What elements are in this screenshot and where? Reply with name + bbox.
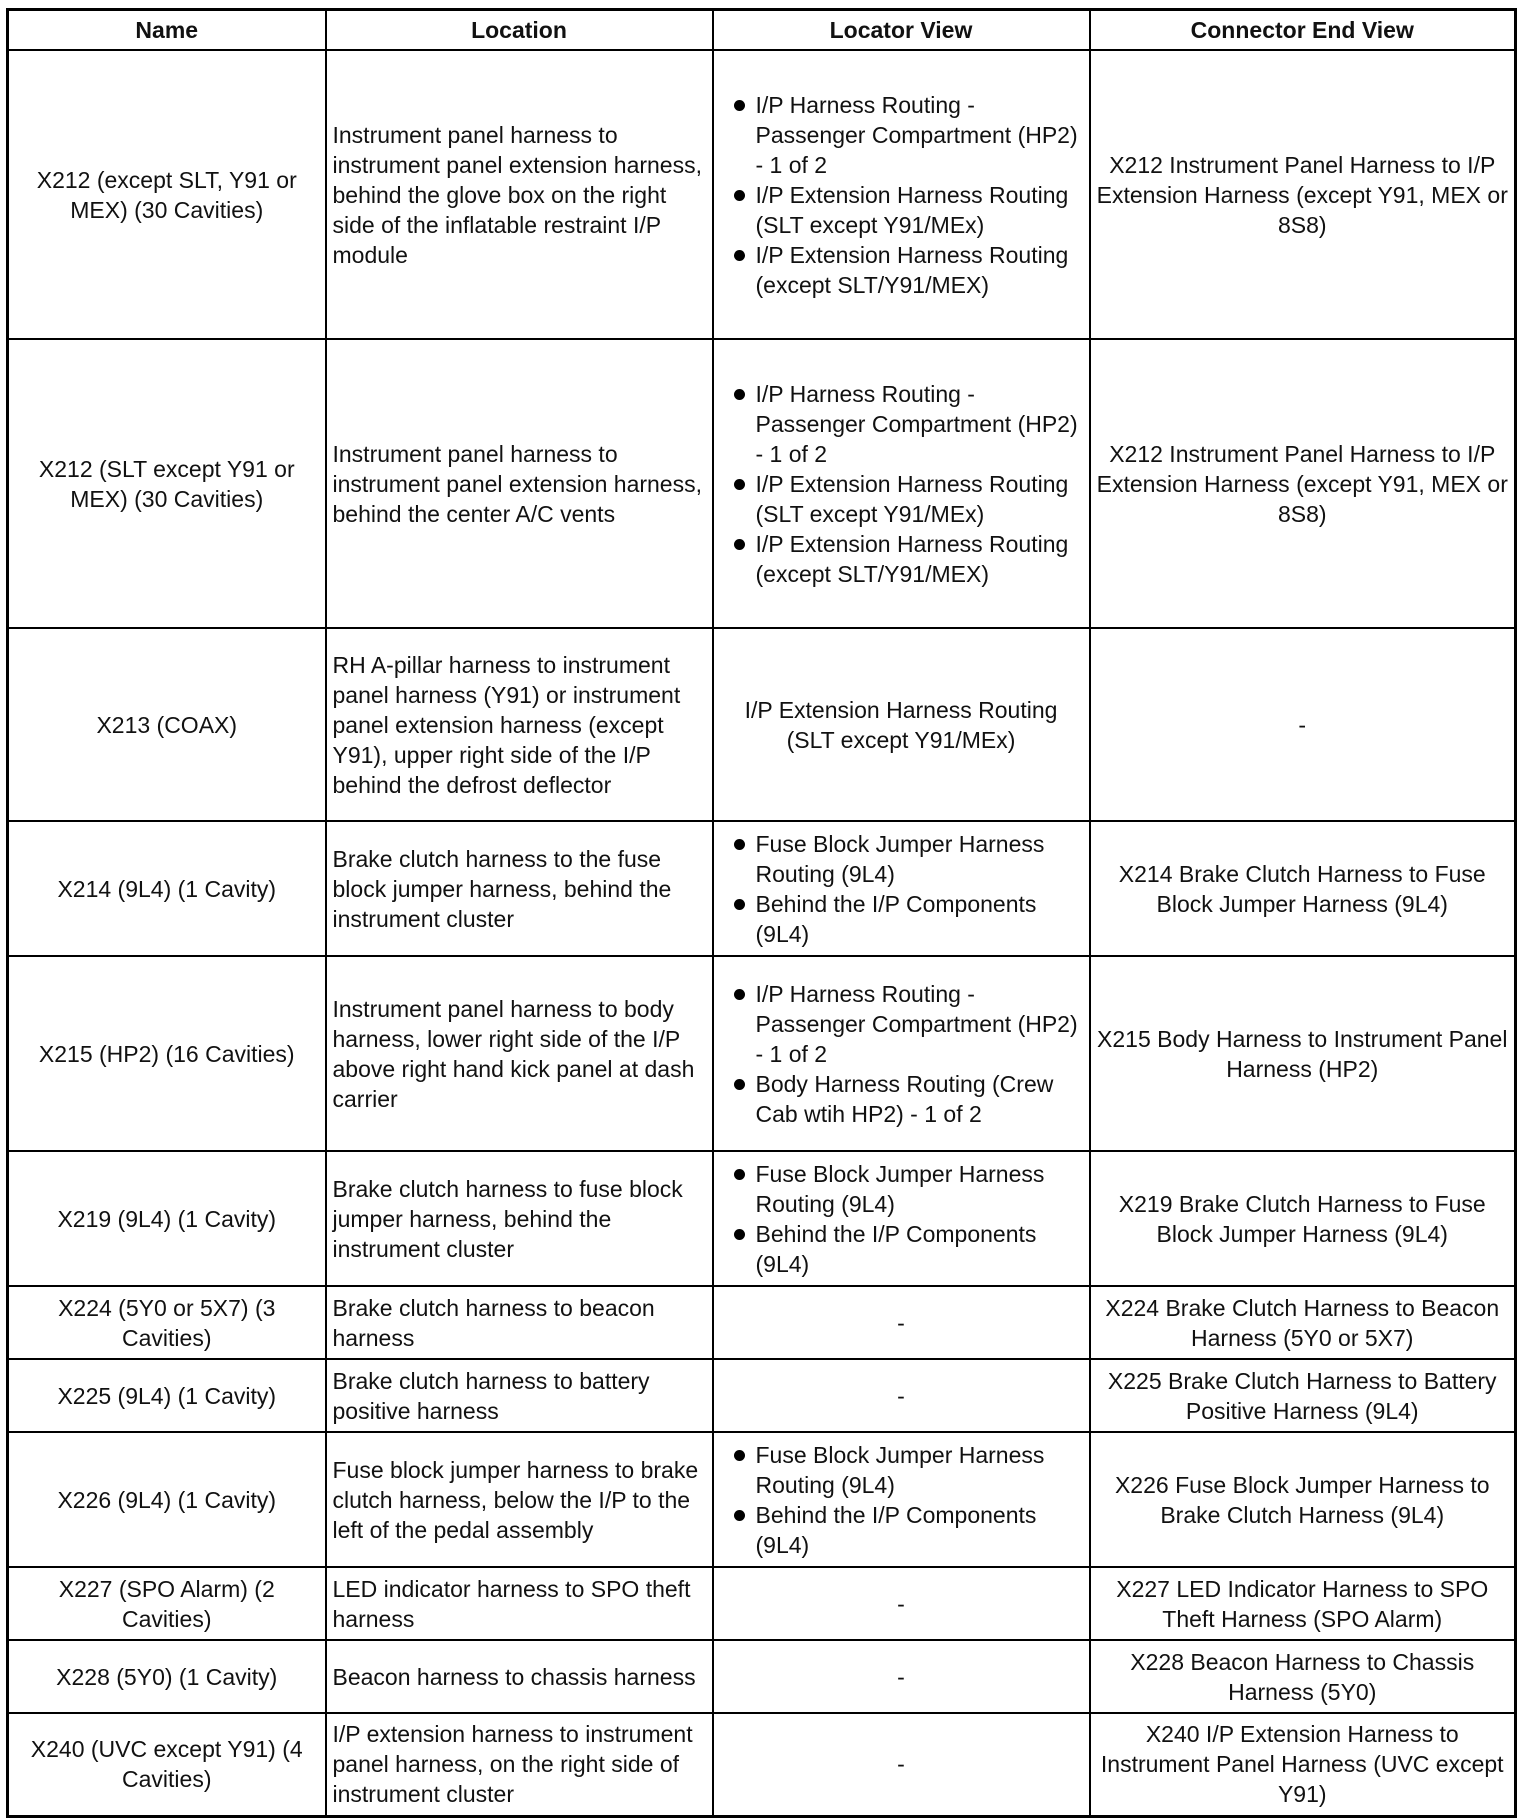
connector-location: Brake clutch harness to battery positive harness [326, 1359, 713, 1432]
connector-name: X213 (COAX) [8, 628, 326, 821]
connector-location: LED indicator harness to SPO theft harness [326, 1567, 713, 1640]
connector-end-view: X228 Beacon Harness to Chassis Harness (5Y0) [1090, 1640, 1516, 1713]
connector-table [6, 8, 1517, 1818]
connector-location: Beacon harness to chassis harness [326, 1640, 713, 1713]
connector-name: X224 (5Y0 or 5X7) (3 Cavities) [8, 1286, 326, 1359]
connector-end-view: - [1090, 628, 1516, 821]
connector-location: Instrument panel harness to instrument panel extension harness, behind the center A/C vents [326, 339, 713, 628]
locator-view [713, 50, 1090, 339]
connector-name: X225 (9L4) (1 Cavity) [8, 1359, 326, 1432]
table-row [8, 1567, 1516, 1640]
header-location: Location [326, 10, 713, 51]
header-connector-end-view: Connector End View [1090, 10, 1516, 51]
table-row [8, 956, 1516, 1151]
connector-name: X214 (9L4) (1 Cavity) [8, 821, 326, 956]
connector-location: Brake clutch harness to fuse block jumper harness, behind the instrument cluster [326, 1151, 713, 1286]
locator-view [713, 956, 1090, 1151]
locator-view [713, 1432, 1090, 1567]
locator-item: I/P Extension Harness Routing (except SLT/Y91/MEX) [720, 529, 1083, 589]
locator-item: I/P Extension Harness Routing (SLT except Y91/MEx) [720, 180, 1083, 240]
connector-location: Brake clutch harness to beacon harness [326, 1286, 713, 1359]
locator-item: Fuse Block Jumper Harness Routing (9L4) [720, 829, 1083, 889]
locator-item: Behind the I/P Components (9L4) [720, 889, 1083, 949]
locator-view [713, 339, 1090, 628]
table-row [8, 1640, 1516, 1713]
connector-end-view: X212 Instrument Panel Harness to I/P Extension Harness (except Y91, MEX or 8S8) [1090, 50, 1516, 339]
connector-name: X227 (SPO Alarm) (2 Cavities) [8, 1567, 326, 1640]
locator-view: - [713, 1286, 1090, 1359]
table-row [8, 50, 1516, 339]
locator-view [713, 1151, 1090, 1286]
connector-end-view: X227 LED Indicator Harness to SPO Theft Harness (SPO Alarm) [1090, 1567, 1516, 1640]
locator-item: Fuse Block Jumper Harness Routing (9L4) [720, 1440, 1083, 1500]
locator-item: I/P Harness Routing - Passenger Compartment (HP2) - 1 of 2 [720, 90, 1083, 180]
connector-location: RH A-pillar harness to instrument panel harness (Y91) or instrument panel extension harness (except Y91), upper right side of the I/P behind the defrost deflector [326, 628, 713, 821]
locator-view: - [713, 1713, 1090, 1816]
table-row [8, 1432, 1516, 1567]
connector-name: X240 (UVC except Y91) (4 Cavities) [8, 1713, 326, 1816]
locator-item: I/P Harness Routing - Passenger Compartment (HP2) - 1 of 2 [720, 379, 1083, 469]
connector-name: X219 (9L4) (1 Cavity) [8, 1151, 326, 1286]
connector-end-view: X215 Body Harness to Instrument Panel Harness (HP2) [1090, 956, 1516, 1151]
connector-name: X215 (HP2) (16 Cavities) [8, 956, 326, 1151]
header-name: Name [8, 10, 326, 51]
connector-name: X212 (except SLT, Y91 or MEX) (30 Cavities) [8, 50, 326, 339]
locator-item: Behind the I/P Components (9L4) [720, 1219, 1083, 1279]
table-row [8, 1359, 1516, 1432]
connector-location: Fuse block jumper harness to brake clutch harness, below the I/P to the left of the pedal assembly [326, 1432, 713, 1567]
locator-view [713, 821, 1090, 956]
table-row [8, 628, 1516, 821]
locator-view: - [713, 1567, 1090, 1640]
header-locator-view: Locator View [713, 10, 1090, 51]
table-row [8, 1151, 1516, 1286]
connector-location: I/P extension harness to instrument panel harness, on the right side of instrument cluster [326, 1713, 713, 1816]
table-row [8, 821, 1516, 956]
connector-location: Instrument panel harness to body harness, lower right side of the I/P above right hand kick panel at dash carrier [326, 956, 713, 1151]
connector-location: Brake clutch harness to the fuse block jumper harness, behind the instrument cluster [326, 821, 713, 956]
locator-item: I/P Extension Harness Routing (except SLT/Y91/MEX) [720, 240, 1083, 300]
connector-end-view: X226 Fuse Block Jumper Harness to Brake Clutch Harness (9L4) [1090, 1432, 1516, 1567]
connector-end-view: X224 Brake Clutch Harness to Beacon Harness (5Y0 or 5X7) [1090, 1286, 1516, 1359]
locator-view: - [713, 1359, 1090, 1432]
locator-item: Fuse Block Jumper Harness Routing (9L4) [720, 1159, 1083, 1219]
connector-name: X226 (9L4) (1 Cavity) [8, 1432, 326, 1567]
table-row [8, 1286, 1516, 1359]
connector-name: X228 (5Y0) (1 Cavity) [8, 1640, 326, 1713]
connector-end-view: X240 I/P Extension Harness to Instrument Panel Harness (UVC except Y91) [1090, 1713, 1516, 1816]
locator-item: Behind the I/P Components (9L4) [720, 1500, 1083, 1560]
locator-view: - [713, 1640, 1090, 1713]
locator-item: Body Harness Routing (Crew Cab wtih HP2) - 1 of 2 [720, 1069, 1083, 1129]
locator-item: I/P Harness Routing - Passenger Compartment (HP2) - 1 of 2 [720, 979, 1083, 1069]
connector-end-view: X214 Brake Clutch Harness to Fuse Block Jumper Harness (9L4) [1090, 821, 1516, 956]
connector-end-view: X225 Brake Clutch Harness to Battery Positive Harness (9L4) [1090, 1359, 1516, 1432]
table-row [8, 339, 1516, 628]
locator-view: I/P Extension Harness Routing (SLT except Y91/MEx) [713, 628, 1090, 821]
locator-item: I/P Extension Harness Routing (SLT except Y91/MEx) [720, 469, 1083, 529]
header-row [8, 10, 1516, 51]
connector-name: X212 (SLT except Y91 or MEX) (30 Cavities) [8, 339, 326, 628]
table-row [8, 1713, 1516, 1816]
connector-end-view: X219 Brake Clutch Harness to Fuse Block Jumper Harness (9L4) [1090, 1151, 1516, 1286]
connector-end-view: X212 Instrument Panel Harness to I/P Extension Harness (except Y91, MEX or 8S8) [1090, 339, 1516, 628]
connector-location: Instrument panel harness to instrument panel extension harness, behind the glove box on the right side of the inflatable restraint I/P module [326, 50, 713, 339]
